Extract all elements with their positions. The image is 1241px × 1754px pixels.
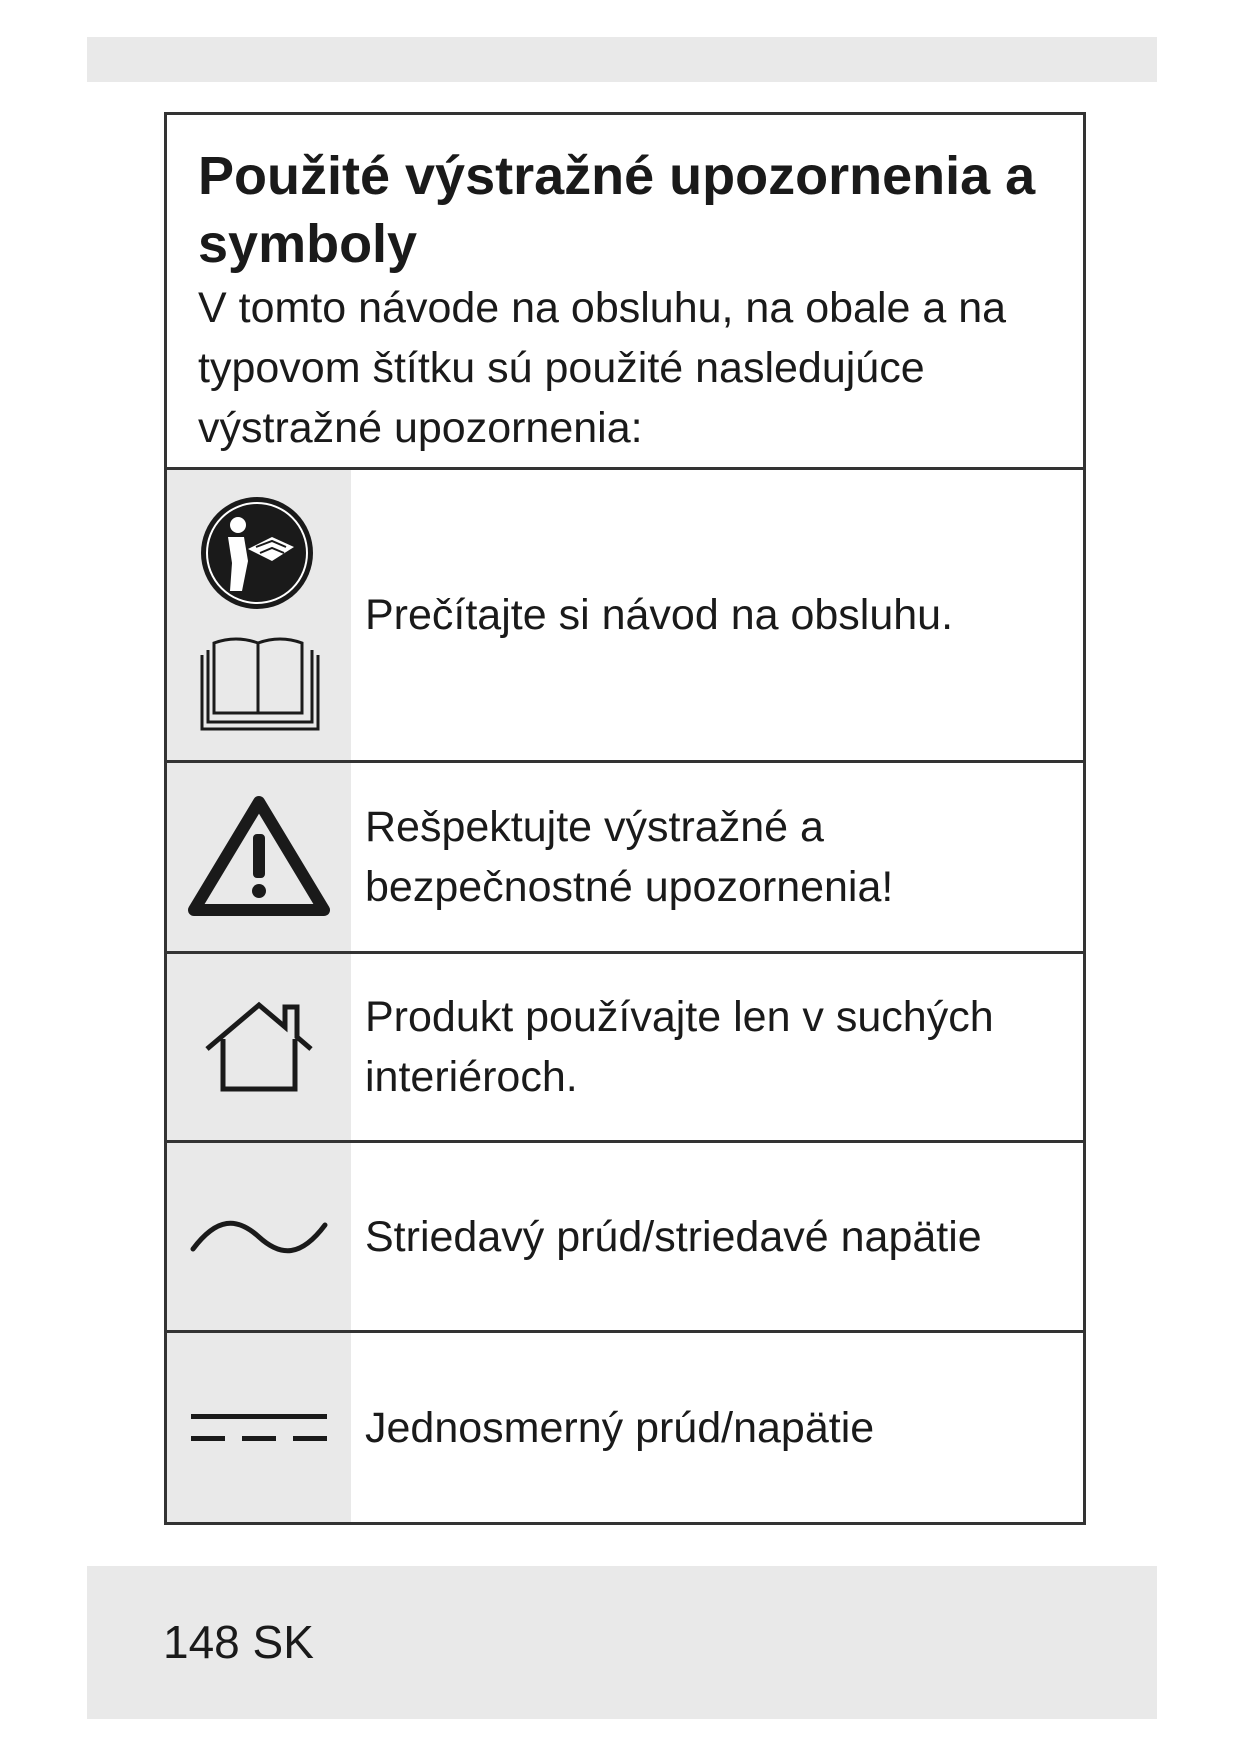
- symbol-cell: [167, 1143, 351, 1330]
- table-row: [167, 1333, 1083, 1522]
- symbol-cell: [167, 763, 351, 951]
- table-row: [167, 1143, 1083, 1333]
- symbol-description: [351, 954, 1083, 1140]
- table-row: [167, 763, 1083, 954]
- alternating-current-icon: [189, 1207, 329, 1267]
- table-row: [167, 954, 1083, 1143]
- warning-triangle-icon: [186, 794, 332, 920]
- symbol-description: [351, 1333, 1083, 1522]
- symbol-cell: [167, 470, 351, 760]
- top-band: [87, 37, 1157, 82]
- symbol-cell: [167, 954, 351, 1140]
- section-intro: V tomto návode na obsluhu, na obale a na typovom štítku sú použité nasledujúce výstražné upozornenia:: [198, 284, 1007, 452]
- symbol-cell: [167, 1333, 351, 1522]
- table-row: [167, 470, 1083, 763]
- direct-current-icon: [189, 1408, 329, 1448]
- symbol-description: [351, 763, 1083, 951]
- symbol-description: [351, 470, 1083, 760]
- symbol-text: Rešpektujte výstražné a bezpečnostné upozornenia!: [365, 803, 894, 911]
- symbol-text: Striedavý prúd/striedavé napätie: [365, 1212, 982, 1261]
- symbol-text: Jednosmerný prúd/napätie: [365, 1403, 875, 1452]
- symbol-description: [351, 1143, 1083, 1330]
- read-manual-icon: [194, 495, 324, 735]
- symbols-table: [164, 112, 1086, 1525]
- indoor-house-icon: [201, 999, 317, 1095]
- symbol-text: Prečítajte si návod na obsluhu.: [365, 591, 954, 639]
- symbol-text: Produkt používajte len v suchých interiéroch.: [365, 993, 994, 1101]
- table-header: [167, 115, 1083, 470]
- section-title: Použité výstražné upozornenia a symboly: [198, 146, 1036, 274]
- page-number: 148 SK: [163, 1616, 314, 1668]
